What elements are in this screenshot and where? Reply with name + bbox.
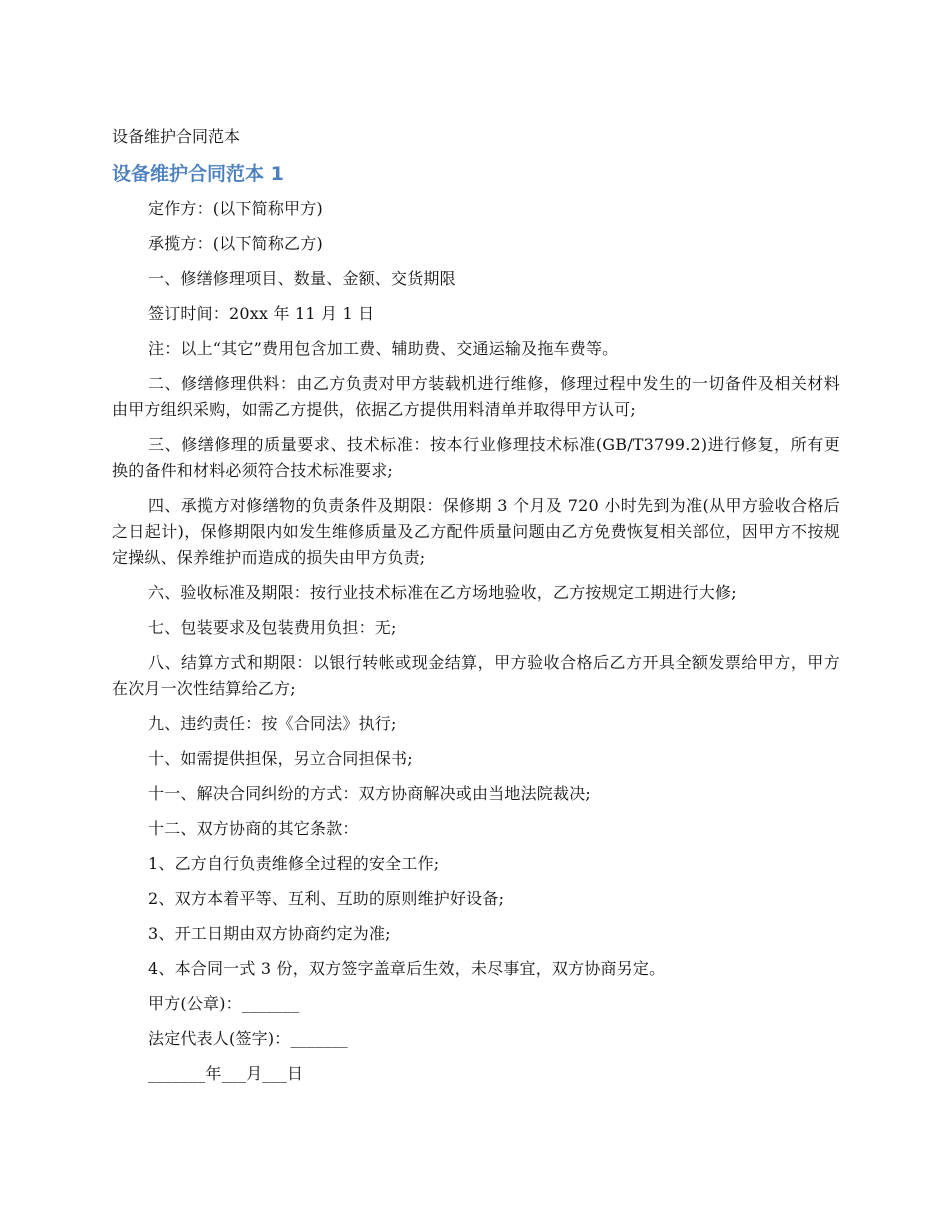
- paragraph: 四、承揽方对修缮物的负责条件及期限：保修期 3 个月及 720 小时先到为准(从甲方验收合格后之日起计)，保修期限内如发生维修质量及乙方配件质量问题由乙方免费恢复相关部位，因甲方不按规定操纵、保养维护而造成的损失由甲方负责;: [112, 496, 840, 567]
- paragraph: 七、包装要求及包装费用负担：无;: [148, 618, 397, 637]
- paragraph: 承揽方：(以下简称乙方): [148, 234, 323, 253]
- section-heading: 设备维护合同范本 1: [112, 163, 284, 185]
- paragraph: 十、如需提供担保，另立合同担保书;: [148, 749, 413, 768]
- paragraph: 三、修缮修理的质量要求、技术标准：按本行业修理技术标准(GB/T3799.2)进行修复，所有更换的备件和材料必须符合技术标准要求;: [112, 435, 840, 480]
- paragraph: 六、验收标准及期限：按行业技术标准在乙方场地验收，乙方按规定工期进行大修;: [148, 583, 737, 602]
- contract-body: [112, 196, 840, 1087]
- paragraph: 二、修缮修理供料：由乙方负责对甲方装载机进行维修，修理过程中发生的一切备件及相关材料由甲方组织采购，如需乙方提供，依据乙方提供用料清单并取得甲方认可;: [112, 374, 840, 419]
- paragraph: 2、双方本着平等、互利、互助的原则维护好设备;: [148, 889, 505, 908]
- date-line: _______年___月___日: [148, 1064, 304, 1083]
- paragraph: 3、开工日期由双方协商约定为准;: [148, 924, 391, 943]
- signature-line: 法定代表人(签字)：_______: [148, 1029, 348, 1048]
- paragraph: 1、乙方自行负责维修全过程的安全工作;: [148, 854, 440, 873]
- paragraph: 十一、解决合同纠纷的方式：双方协商解决或由当地法院裁决;: [148, 784, 591, 803]
- signature-line: 甲方(公章)：_______: [148, 994, 300, 1013]
- paragraph: 一、修缮修理项目、数量、金额、交货期限: [148, 269, 456, 288]
- document-title: 设备维护合同范本: [112, 127, 241, 146]
- paragraph: 十二、双方协商的其它条款：: [148, 819, 359, 838]
- paragraph: 4、本合同一式 3 份，双方签字盖章后生效，未尽事宜，双方协商另定。: [148, 959, 666, 978]
- paragraph: 定作方：(以下简称甲方): [148, 199, 323, 218]
- paragraph: 九、违约责任：按《合同法》执行;: [148, 714, 397, 733]
- paragraph: 八、结算方式和期限：以银行转帐或现金结算，甲方验收合格后乙方开具全额发票给甲方，甲方在次月一次性结算给乙方;: [112, 653, 840, 698]
- paragraph: 注：以上“其它”费用包含加工费、辅助费、交通运输及拖车费等。: [148, 339, 619, 358]
- paragraph: 签订时间：20xx 年 11 月 1 日: [148, 304, 375, 323]
